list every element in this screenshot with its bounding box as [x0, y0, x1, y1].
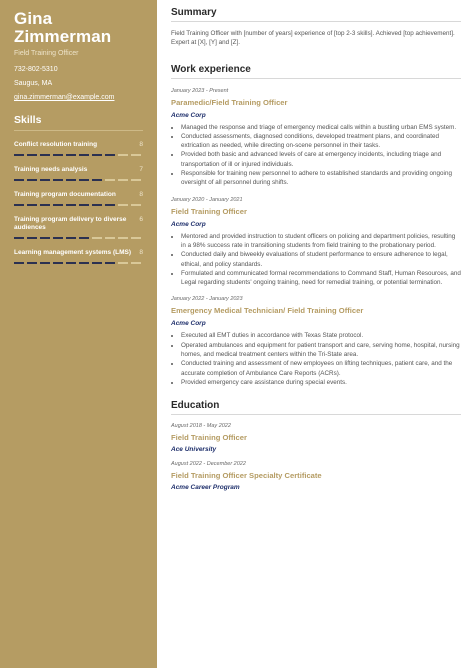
job-bullet: • Provided both basic and advanced levels of care at emergency incidents, including triage and transportation of ill or injured individuals. — [181, 150, 461, 169]
skill-level-dash — [66, 204, 76, 206]
jobs-list — [171, 88, 461, 388]
skill-level-dash — [105, 237, 115, 239]
skill-level: 6 — [139, 216, 143, 223]
education-dates: August 2018 - May 2022 — [171, 423, 231, 430]
skill-level-dash — [105, 154, 115, 156]
skill-level-dash — [105, 204, 115, 206]
skill-level-dash — [105, 179, 115, 181]
skill-level-dash — [27, 179, 37, 181]
job-bullets — [171, 123, 461, 188]
skill-level-dash — [27, 154, 37, 156]
skill-level-dash — [131, 237, 141, 239]
skill-level-dash — [40, 179, 50, 181]
skill-level-dash — [27, 262, 37, 264]
job-role: Field Training Officer — [171, 206, 247, 216]
skills-heading: Skills — [14, 114, 143, 131]
job-company: Acme Corp — [171, 320, 206, 328]
skill-item — [14, 249, 143, 264]
job-bullet: • Formulated and communicated formal recommendations to Command Staff, Human Resources, and Legal regarding students' ongoing training, need for remedial training, or potential termination. — [181, 269, 461, 288]
skill-level-dash — [14, 204, 24, 206]
skill-level: 8 — [139, 141, 143, 148]
skill-level-dash — [66, 262, 76, 264]
skill-level-dash — [79, 237, 89, 239]
job-dates: January 2020 - January 2021 — [171, 196, 243, 203]
skill-level-dash — [27, 237, 37, 239]
skill-name: Training program documentation — [14, 191, 116, 198]
skill-level-dash — [40, 154, 50, 156]
skill-level-dash — [79, 179, 89, 181]
skill-level-dash — [92, 237, 102, 239]
job-bullet: • Conducted assessments, diagnosed conditions, developed treatment plans, and coordinated extrication as needed, while directing on-scene personnel in their tasks. — [181, 132, 461, 151]
skill-level-dash — [92, 179, 102, 181]
job-bullet: • Executed all EMT duties in accordance with Texas State protocol. — [181, 331, 461, 340]
job-company: Acme Corp — [171, 111, 206, 119]
candidate-name: Gina Zimmerman — [14, 9, 112, 46]
skill-name: Training needs analysis — [14, 166, 88, 173]
education-list — [171, 423, 461, 491]
skill-level-bar — [14, 154, 143, 156]
skill-level-bar — [14, 262, 143, 264]
skills-list — [14, 141, 143, 264]
education-heading: Education — [171, 400, 461, 415]
skill-level-dash — [92, 262, 102, 264]
skill-level-dash — [14, 237, 24, 239]
skill-level-dash — [92, 154, 102, 156]
skill-level-dash — [131, 262, 141, 264]
skill-level-dash — [53, 204, 63, 206]
skill-level-dash — [53, 262, 63, 264]
education-school: Ace University — [171, 446, 217, 454]
sidebar — [0, 0, 157, 668]
education-entry — [171, 461, 461, 491]
skill-name: Conflict resolution training — [14, 141, 98, 148]
job-bullets — [171, 232, 461, 288]
skill-level-dash — [66, 154, 76, 156]
job-bullet: • Conducted training and assessment of new employees on lifting techniques, patient care, and the accurate completion of Ambulance Care Reports (ACRs). — [181, 359, 461, 378]
job-bullet: • Provided emergency care assistance during special events. — [181, 378, 461, 387]
skill-name: Learning management systems (LMS) — [14, 249, 132, 256]
skill-level-dash — [66, 179, 76, 181]
skill-row — [14, 249, 143, 257]
phone-number: 732-802-5310 — [14, 66, 58, 73]
skill-level-dash — [66, 237, 76, 239]
skill-level-dash — [40, 262, 50, 264]
skill-level-dash — [40, 204, 50, 206]
location: Saugus, MA — [14, 80, 53, 87]
skill-item — [14, 191, 143, 206]
skill-level-dash — [105, 262, 115, 264]
skill-level-bar — [14, 237, 143, 239]
job-bullet: • Managed the response and triage of emergency medical calls within a bustling urban EMS system. — [181, 123, 461, 132]
skill-level-dash — [92, 204, 102, 206]
skill-level: 7 — [139, 166, 143, 173]
skill-level-dash — [131, 179, 141, 181]
skill-level-dash — [53, 154, 63, 156]
skill-level-dash — [79, 154, 89, 156]
job-role: Paramedic/Field Training Officer — [171, 97, 288, 107]
skill-name: Training program delivery to diverse audiences — [14, 216, 127, 231]
skill-level-bar — [14, 204, 143, 206]
skill-level-dash — [118, 154, 128, 156]
skill-item — [14, 141, 143, 156]
job-company: Acme Corp — [171, 220, 206, 228]
summary-heading: Summary — [171, 7, 461, 22]
job-dates: January 2023 - Present — [171, 87, 229, 94]
job-bullet: • Conducted daily and biweekly evaluations of student performance to ensure adherence to legal, ethical, and policy standards. — [181, 250, 461, 269]
job-bullet: • Mentored and provided instruction to student officers on policing and department policies, resulting in a 98% success rate in transitioning students from field training to the probationary period. — [181, 232, 461, 251]
skill-row — [14, 191, 143, 199]
skill-row — [14, 141, 143, 149]
skill-level: 8 — [139, 191, 143, 198]
skill-level: 8 — [139, 249, 143, 256]
work-experience-heading: Work experience — [171, 64, 461, 79]
job-entry — [171, 197, 461, 288]
main-content — [171, 0, 461, 491]
skill-level-dash — [53, 179, 63, 181]
job-entry — [171, 296, 461, 387]
skill-row — [14, 166, 143, 174]
job-bullet: • Responsible for training new personnel to adhere to established standards and providing ongoing oversight of all personnel during shifts. — [181, 169, 461, 188]
skill-level-dash — [118, 179, 128, 181]
skill-level-dash — [118, 204, 128, 206]
education-degree: Field Training Officer Specialty Certificate — [171, 471, 322, 481]
skill-level-dash — [118, 237, 128, 239]
job-bullet: • Operated ambulances and equipment for patient transport and care, serving home, hospital, nursing homes, and medical treatment centers within the Tri-State area. — [181, 341, 461, 360]
job-role: Emergency Medical Technician/ Field Training Officer — [171, 306, 364, 316]
email-link[interactable]: gina.zimmerman@example.com — [14, 94, 115, 101]
skill-level-dash — [14, 154, 24, 156]
skill-level-dash — [53, 237, 63, 239]
skill-level-bar — [14, 179, 143, 181]
skill-level-dash — [27, 204, 37, 206]
summary-text: Field Training Officer with [number of years] experience of [top 2-3 skills]. Achieved [top achievement]. Expert at [X], [Y] and [Z]. — [171, 30, 455, 47]
skill-level-dash — [118, 262, 128, 264]
skill-level-dash — [131, 154, 141, 156]
contact-info — [14, 66, 143, 102]
skill-level-dash — [131, 204, 141, 206]
education-dates: August 2022 - December 2022 — [171, 461, 246, 468]
job-bullets — [171, 331, 461, 387]
skill-level-dash — [40, 237, 50, 239]
job-entry — [171, 88, 461, 188]
skill-level-dash — [14, 179, 24, 181]
education-school: Acme Career Program — [171, 484, 240, 492]
education-entry — [171, 423, 461, 453]
education-degree: Field Training Officer — [171, 433, 247, 443]
skill-level-dash — [79, 262, 89, 264]
skill-level-dash — [14, 262, 24, 264]
skill-item — [14, 166, 143, 181]
job-dates: January 2022 - January 2023 — [171, 296, 243, 303]
skill-row — [14, 216, 143, 232]
skill-item — [14, 216, 143, 239]
candidate-title: Field Training Officer — [14, 50, 79, 57]
skill-level-dash — [79, 204, 89, 206]
